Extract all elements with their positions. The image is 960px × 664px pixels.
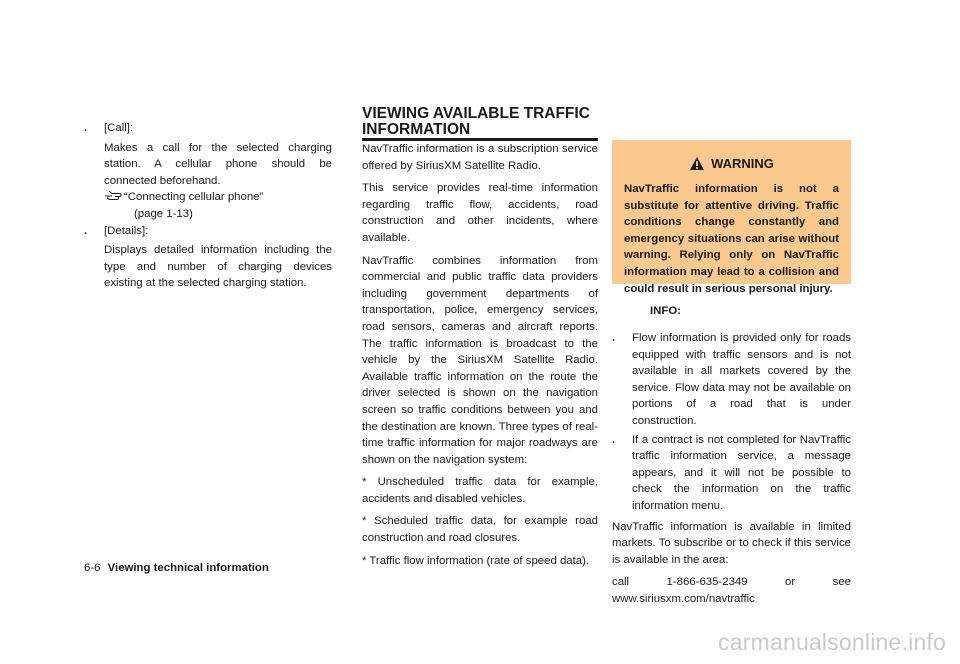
- paragraph: NavTraffic information is a subscription service offered by SiriusXM Satellite Radio.: [362, 143, 598, 172]
- cross-reference: [84, 189, 332, 206]
- paragraph: * Scheduled traffic data, for example road construction and road closures.: [362, 515, 598, 545]
- paragraph: * Unscheduled traffic data for example, accidents and disabled vehicles.: [362, 476, 598, 505]
- paragraph: NavTraffic combines information from commercial and public traffic data providers including government departments of transportation, police, emergency services, road sensors, cameras and aircraft reports. The traffic information is broadcast to the vehicle by the SiriusXM Satellite Radio. Available traffic information on the route the driver selected is shown on the navigation screen so traffic conditions between you and the destination are known. Three types of real-time traffic information for major roadways are shown on the navigation system:: [362, 254, 598, 466]
- paragraph: This service provides real-time information regarding traffic flow, accidents, road construction and other incidents, where available.: [362, 182, 598, 244]
- watermark: carmanualsonline.info: [718, 629, 946, 655]
- info-item-text: Flow information is provided only for roads equipped with traffic sensors and is not available in all markets covered by the service. Flow data may not be available on portions of a road that is under construction.: [632, 332, 851, 427]
- warning-box: [612, 140, 851, 295]
- page-number: 6-6: [84, 562, 101, 574]
- warning-body: NavTraffic information is not a substitute for attentive driving. Traffic conditions change constantly and emergency situations can arise without warning. Relying only on NavTraffic information may lead to a collision and could result in serious personal injury.: [624, 183, 839, 295]
- call-label: [Call]:: [104, 122, 134, 134]
- bullet-call: [84, 120, 332, 137]
- paragraph: NavTraffic information is available in limited markets. To subscribe or to check if this service is available in the area:: [612, 520, 851, 566]
- bullet-dot: .: [612, 433, 616, 446]
- bullet-details: [84, 223, 332, 240]
- warning-title: [612, 156, 851, 172]
- info-label: INFO:: [650, 305, 682, 317]
- footer-section-title: Viewing technical information: [107, 562, 269, 574]
- left-column: [84, 120, 332, 292]
- section-heading: VIEWING AVAILABLE TRAFFIC INFORMATION: [362, 106, 598, 141]
- ref-page[interactable]: (page 1-13): [134, 207, 193, 220]
- call-description: Makes a call for the selected charging station. A cellular phone should be connected beforehand.: [104, 141, 332, 187]
- details-label: [Details]:: [104, 224, 149, 237]
- pointing-hand-icon: [104, 190, 122, 202]
- warning-triangle-icon: [689, 156, 705, 171]
- info-item: [612, 330, 851, 430]
- bullet-dot: .: [84, 122, 88, 134]
- paragraph: call 1-866-635-2349 or see www.siriusxm.com/navtraffic: [612, 576, 851, 605]
- paragraph: * Traffic flow information (rate of speed data).: [362, 554, 590, 567]
- ref-text[interactable]: “Connecting cellular phone”: [124, 191, 264, 204]
- info-item: [612, 432, 851, 515]
- bullet-dot: .: [612, 332, 616, 344]
- bullet-dot: .: [84, 224, 88, 237]
- info-item-text: If a contract is not completed for NavTraffic traffic information service, a message appears, and it will not be possible to check the information on the traffic information menu.: [632, 433, 851, 512]
- page-footer: [84, 562, 269, 574]
- warning-title-text: WARNING: [711, 156, 774, 171]
- middle-column: [362, 141, 598, 575]
- details-description: Displays detailed information including the type and number of charging devices existing at the selected charging station.: [104, 244, 332, 290]
- right-column: [612, 330, 851, 608]
